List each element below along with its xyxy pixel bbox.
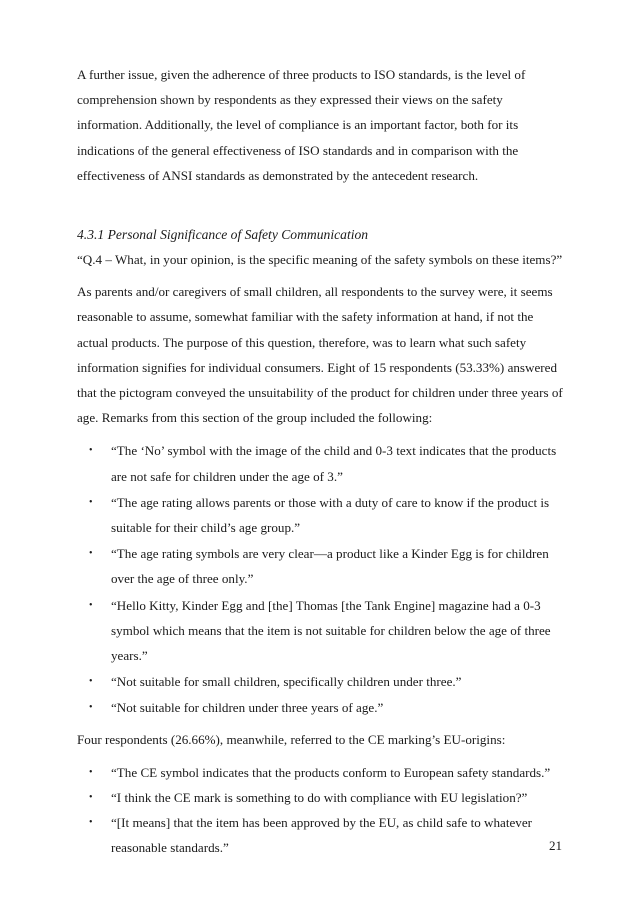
list-item (77, 438, 567, 488)
survey-question: “Q.4 – What, in your opinion, is the specific meaning of the safety symbols on these items?” (77, 252, 563, 268)
list-item (77, 541, 567, 591)
ce-quotes-list (77, 760, 567, 861)
bullet-icon: • (89, 676, 93, 688)
quote-text: “Not suitable for small children, specifically children under three.” (111, 674, 462, 690)
intro-paragraph: A further issue, given the adherence of three products to ISO standards, is the level of comprehension shown by respondents as they expressed their views on the safety information. Additionally, the level of compliance is an important factor, both for its indications of the general effectiveness of ISO standards and in comparison with the effectiveness of ANSI standards as demonstrated by the antecedent research. (77, 67, 526, 183)
quote-text: “The age rating allows parents or those with a duty of care to know if the product is suitable for their child’s age group.” (111, 494, 550, 536)
list-item (77, 785, 567, 810)
bullet-icon: • (89, 445, 93, 457)
bullet-icon: • (89, 817, 93, 829)
body-paragraph-1: As parents and/or caregivers of small children, all respondents to the survey were, it seems reasonable to assume, somewhat familiar with the safety information at hand, if not the actual products. The purpose of this question, therefore, was to learn what such safety information signifies for individual consumers. Eight of 15 respondents (53.33%) answered that the pictogram conveyed the unsuitability of the product for children under three years of age. Remarks from this section of the group included the following: (77, 284, 563, 426)
bullet-icon: • (89, 548, 93, 560)
bullet-icon: • (89, 792, 93, 804)
quote-text: “I think the CE mark is something to do with compliance with EU legislation?” (111, 790, 528, 806)
bullet-icon: • (89, 496, 93, 508)
list-item (77, 490, 567, 540)
list-item (77, 810, 567, 860)
page-number: 21 (549, 838, 563, 853)
list-item (77, 760, 567, 785)
quote-text: “[It means] that the item has been approved by the EU, as child safe to whatever reasonable standards.” (111, 815, 533, 856)
quote-text: “The ‘No’ symbol with the image of the child and 0-3 text indicates that the products are not safe for children under the age of 3.” (111, 443, 557, 484)
list-item (77, 695, 567, 720)
bullet-icon: • (89, 766, 93, 778)
age-quotes-list (77, 438, 567, 720)
section-heading: 4.3.1 Personal Significance of Safety Communication (77, 227, 369, 243)
bullet-icon: • (89, 599, 93, 611)
quote-text: “Not suitable for children under three years of age.” (111, 700, 384, 716)
list-item (77, 669, 567, 694)
page-body (77, 62, 567, 867)
quote-text: “The CE symbol indicates that the products conform to European safety standards.” (111, 764, 551, 780)
bullet-icon: • (89, 702, 93, 714)
quote-text: “The age rating symbols are very clear—a product like a Kinder Egg is for children over the age of three only.” (111, 546, 549, 587)
quote-text: “Hello Kitty, Kinder Egg and [the] Thomas [the Tank Engine] magazine had a 0-3 symbol which means that the item is not suitable for children below the age of three years.” (111, 597, 551, 664)
list-item (77, 593, 567, 669)
body-paragraph-2: Four respondents (26.66%), meanwhile, referred to the CE marking’s EU-origins: (77, 731, 506, 747)
